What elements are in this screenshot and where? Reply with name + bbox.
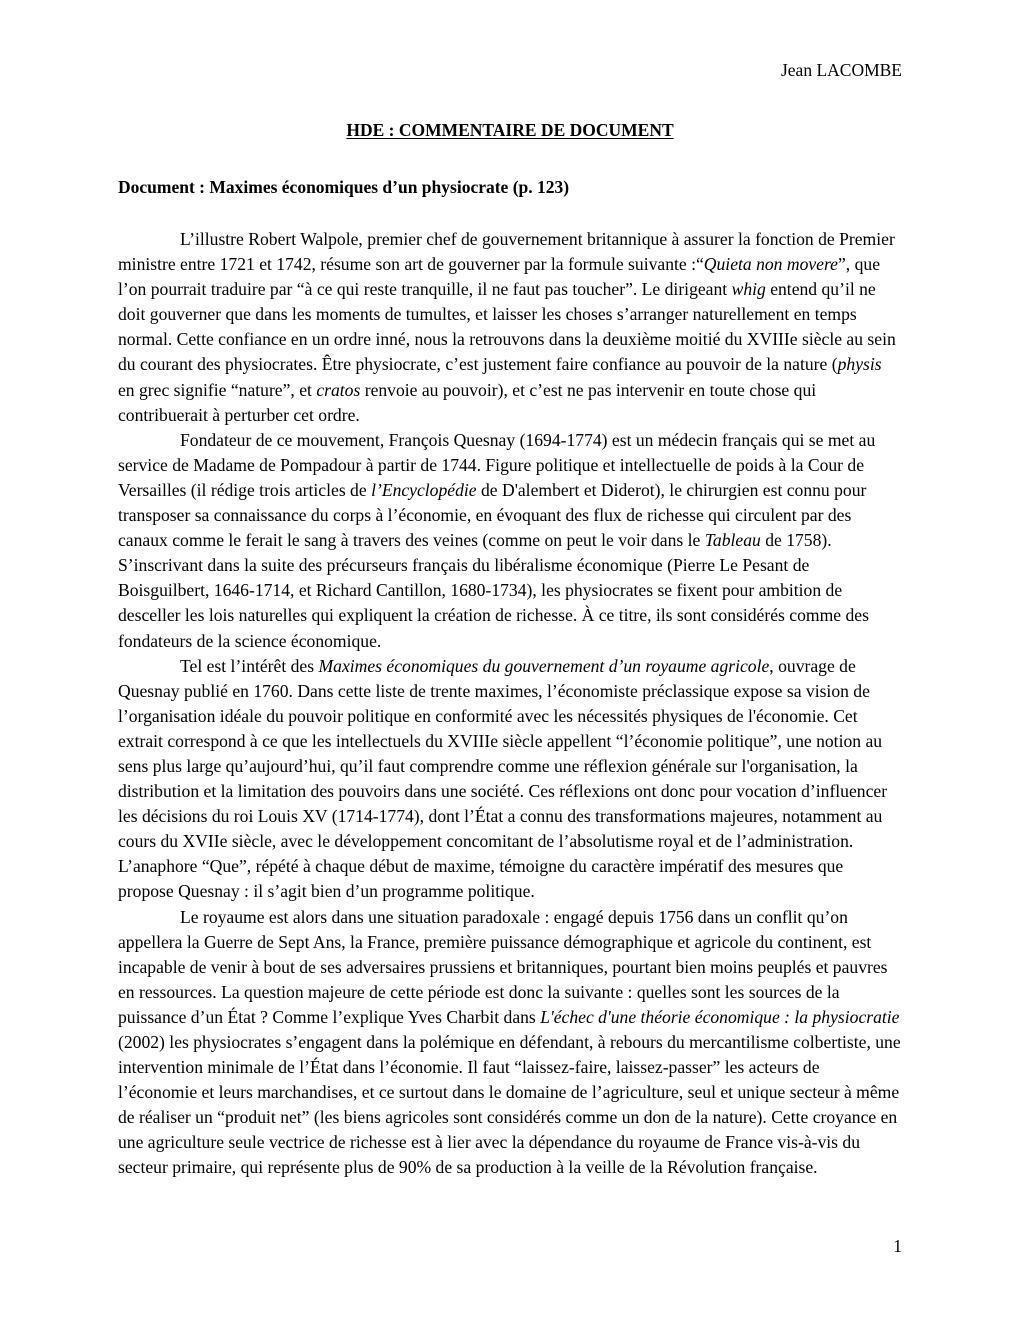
paragraph-2-italic-1: l’Encyclopédie xyxy=(371,479,477,500)
paragraph-3-italic-1: Maximes économiques du gouvernement d’un royaume agricole xyxy=(318,655,770,676)
paragraph-1-segment-2: ”, que l’on pourrait traduire par “à ce qui reste tranquille, il ne faut pas toucher”. Le dirigeant xyxy=(118,254,881,300)
author-name: Jean LACOMBE xyxy=(780,60,902,80)
paragraph-4-segment-1: Le royaume est alors dans une situation paradoxale : engagé depuis 1756 dans un conflit qu’on appellera la Guerre de Sept Ans, la France, première puissance démographique et agricole du continent, est incapable de venir à bout de ses adversaires prussiens et britanniques, pourtant bien moins peuplés et pauvres en ressources. La question majeure de cette période est donc la suivante : quelles sont les sources de la puissance d’un État ? Comme l’explique Yves Charbit dans xyxy=(118,906,888,1027)
page-content xyxy=(118,0,902,1181)
paragraph-1-segment-4: en grec signifie “nature”, et xyxy=(118,379,317,400)
paragraph-1-segment-5: renvoie au pouvoir), et c’est ne pas intervenir en toute chose qui contribuerait à perturber cet ordre. xyxy=(118,379,817,425)
paragraph-4-segment-2: (2002) les physiocrates s’engagent dans la polémique en défendant, à rebours du mercantilisme colbertiste, une intervention minimale de l’État dans l’économie. Il faut “laissez-faire, laissez-passer” les acteurs de l’économie et leurs marchandises, et ce surtout dans le domaine de l’agriculture, seul et unique secteur à même de réaliser un “produit net” (les biens agricoles sont considérés comme un don de la nature). Cette croyance en une agriculture seule vectrice de richesse est à lier avec la dépendance du royaume de France vis-à-vis du secteur primaire, qui représente plus de 90% de sa production à la veille de la Révolution française. xyxy=(118,1032,901,1178)
page-title: HDE : COMMENTAIRE DE DOCUMENT xyxy=(346,120,674,140)
paragraph-3 xyxy=(118,654,902,905)
paragraph-1-segment-1: L’illustre Robert Walpole, premier chef de gouvernement britannique à assurer la fonction de Premier ministre entre 1721 et 1742, résume son art de gouverner par la formule suivante :“ xyxy=(118,229,895,275)
page-number: 1 xyxy=(893,1236,902,1256)
paragraph-2-segment-1: Fondateur de ce mouvement, François Quesnay (1694-1774) est un médecin français qui se met au service de Madame de Pompadour à partir de 1744. Figure politique et intellectuelle de poids à la Cour de Versailles (il rédige trois articles de xyxy=(118,429,876,500)
document-subtitle: Document : Maximes économiques d’un physiocrate (p. 123) xyxy=(118,177,570,197)
paragraph-4 xyxy=(118,905,902,1181)
paragraph-2-segment-2: de D'alembert et Diderot), le chirurgien est connu pour transposer sa connaissance du corps à l’économie, en évoquant des flux de richesse qui circulent par des canaux comme le ferait le sang à travers des veines (comme on peut le voir dans le xyxy=(118,479,867,551)
paragraph-1-italic-4: cratos xyxy=(316,379,361,400)
paragraph-1-italic-3: physis xyxy=(837,354,882,375)
paragraph-2 xyxy=(118,428,902,654)
paragraph-2-segment-3: de 1758). S’inscrivant dans la suite des précurseurs français du libéralisme économique (Pierre Le Pesant de Boisguilbert, 1646-1714, et Richard Cantillon, 1680-1734), les physiocrates se fixent pour ambition de desceller les lois naturelles qui expliquent la création de richesse. À ce titre, ils sont considérés comme des fondateurs de la science économique. xyxy=(118,530,869,651)
paragraph-1 xyxy=(118,227,902,428)
paragraph-3-segment-2: , ouvrage de Quesnay publié en 1760. Dans cette liste de trente maximes, l’économiste préclassique expose sa vision de l’organisation idéale du pouvoir politique en conformité avec les nécessités physiques de l'économie. Cet extrait correspond à ce que les intellectuels du XVIIIe siècle appellent “l’économie politique”, une notion au sens plus large qu’aujourd’hui, qu’il faut comprendre comme une réflexion générale sur l'organisation, la distribution et la limitation des pouvoirs dans une société. Ces réflexions ont donc pour vocation d’influencer les décisions du roi Louis XV (1714-1774), dont l’État a connu des transformations majeures, notamment au cours du XVIIe siècle, avec le développement concomitant de l’absolutisme royal et de l’administration. L’anaphore “Que”, répété à chaque début de maxime, témoigne du caractère impératif des mesures que propose Quesnay : il s’agit bien d’un programme politique. xyxy=(118,655,888,902)
body-text xyxy=(118,227,902,1181)
paragraph-1-segment-3: entend qu’il ne doit gouverner que dans les moments de tumultes, et laisser les choses s’arranger naturellement en temps normal. Cette confiance en un ordre inné, nous la retrouvons dans la deuxième moitié du XVIIIe siècle au sein du courant des physiocrates. Être physiocrate, c’est justement faire confiance au pouvoir de la nature ( xyxy=(118,279,896,375)
paragraph-2-italic-2: Tableau xyxy=(704,530,761,551)
paragraph-1-italic-1: Quieta non movere xyxy=(703,254,838,275)
paragraph-4-italic-1: L'échec d'une théorie économique : la physiocratie xyxy=(540,1006,900,1027)
paragraph-1-italic-2: whig xyxy=(731,279,766,300)
paragraph-3-segment-1: Tel est l’intérêt des xyxy=(180,655,319,676)
